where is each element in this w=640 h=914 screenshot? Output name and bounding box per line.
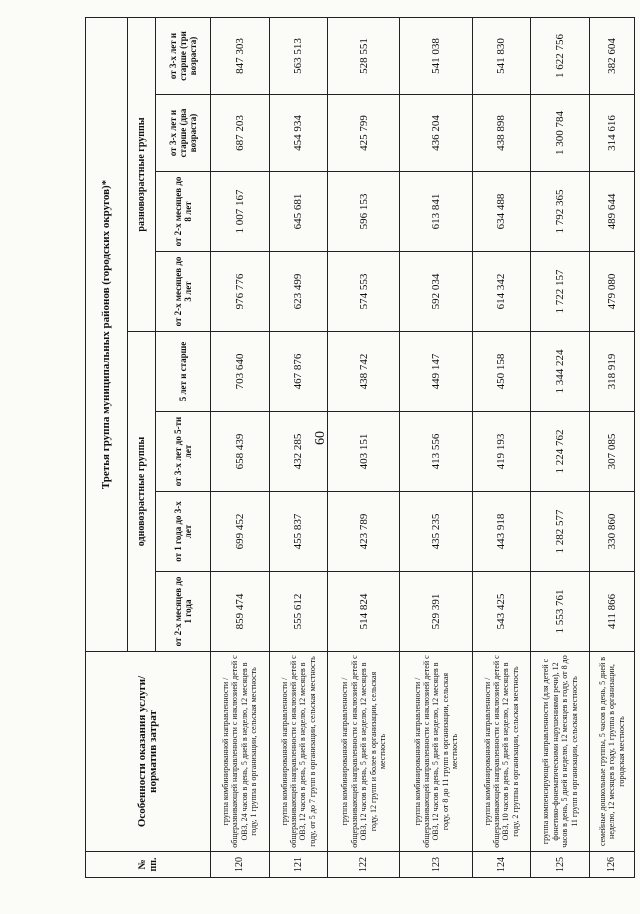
header-single-age: одновозрастные группы	[128, 332, 156, 652]
row-description: группа комбинированной направленности / общеразвивающей направленности с инклюзией детей с ОВЗ, 12 часов в день, 5 дней в неделю, 12 месяцев в году, 12 групп и более в организации, сельская местность	[328, 652, 400, 852]
cost-value: 467 876	[269, 332, 328, 412]
sub-header: 5 лет и старше	[156, 332, 211, 412]
cost-value: 623 499	[269, 252, 328, 332]
row-number: 124	[472, 852, 531, 878]
row-description: группа компенсирующей направленности (для детей с фонетико-фонематическими нарушениями речи), 12 часов в день, 5 дней в неделю, 12 месяцев в году, от 8 до 11 групп в организации, сельская местность	[531, 652, 590, 852]
page-number: 60	[313, 431, 328, 445]
cost-value: 1 344 224	[531, 332, 590, 412]
header-mixed-age: разновозрастные группы	[128, 17, 156, 331]
cost-value: 614 342	[472, 252, 531, 332]
row-description: группа комбинированной направленности / общеразвивающей направленности с инклюзией детей с ОВЗ, 12 часов в день, 5 дней в неделю, 12 месяцев в году, от 8 до 11 групп в организации, сельская местность	[400, 652, 472, 852]
sub-header: от 2-х месяцев до 3 лет	[156, 252, 211, 332]
cost-value: 1 300 784	[531, 95, 590, 172]
row-description: группа комбинированной направленности / общеразвивающей направленности с инклюзией детей с ОВЗ, 10 часов в день, 5 дней в неделю, 12 месяцев в году, 2 группы в организации, сельская местность	[472, 652, 531, 852]
cost-value: 645 681	[269, 172, 328, 252]
sub-header: от 3-х лет до 5-ти лет	[156, 412, 211, 492]
cost-value: 438 898	[472, 95, 531, 172]
table-row	[211, 17, 270, 877]
cost-value: 699 452	[211, 492, 270, 572]
cost-value: 592 034	[400, 252, 472, 332]
header-group-title: Третья группа муниципальных районов (городских округов)*	[86, 17, 128, 651]
sub-header: от 2-х месяцев до 1 года	[156, 572, 211, 652]
cost-value: 443 918	[472, 492, 531, 572]
header-no: № пп.	[86, 852, 211, 878]
cost-value: 1 224 762	[531, 412, 590, 492]
cost-value: 455 837	[269, 492, 328, 572]
sub-header: от 1 года до 3-х лет	[156, 492, 211, 572]
cost-value: 596 153	[328, 172, 400, 252]
cost-value: 1 622 756	[531, 17, 590, 94]
cost-value: 555 612	[269, 572, 328, 652]
cost-value: 450 158	[472, 332, 531, 412]
row-description: группа комбинированной направленности / общеразвивающей направленности с инклюзией детей с ОВЗ, 12 часов в день, 5 дней в неделю, 12 месяцев в году, от 5 до 7 групп в организации, сельская местность	[269, 652, 328, 852]
cost-value: 658 439	[211, 412, 270, 492]
cost-value: 1 792 365	[531, 172, 590, 252]
cost-value: 435 235	[400, 492, 472, 572]
cost-value: 859 474	[211, 572, 270, 652]
cost-value: 563 513	[269, 17, 328, 94]
cost-value: 479 080	[589, 252, 634, 332]
cost-value: 438 742	[328, 332, 400, 412]
header-description: Особенности оказания услуги/норматив затрат	[86, 652, 211, 852]
cost-value: 613 841	[400, 172, 472, 252]
row-number: 125	[531, 852, 590, 878]
cost-value: 436 204	[400, 95, 472, 172]
row-number: 121	[269, 852, 328, 878]
table-row	[269, 17, 328, 877]
cost-value: 847 303	[211, 17, 270, 94]
cost-value: 423 789	[328, 492, 400, 572]
cost-value: 454 934	[269, 95, 328, 172]
cost-value: 543 425	[472, 572, 531, 652]
row-number: 123	[400, 852, 472, 878]
cost-value: 413 556	[400, 412, 472, 492]
sub-header: от 3-х лет и старше (три возраста)	[156, 17, 211, 94]
cost-value: 687 203	[211, 95, 270, 172]
cost-value: 541 830	[472, 17, 531, 94]
table-row	[400, 17, 472, 877]
cost-value: 318 919	[589, 332, 634, 412]
cost-value: 403 151	[328, 412, 400, 492]
cost-value: 634 488	[472, 172, 531, 252]
table-row	[589, 17, 634, 877]
cost-norms-table	[85, 17, 635, 878]
cost-value: 703 640	[211, 332, 270, 412]
row-description: семейные дошкольные группы, 5 часов в день, 5 дней в неделю, 12 месяцев в году, 1 группа в организации, городская местность	[589, 652, 634, 852]
row-number: 126	[589, 852, 634, 878]
cost-value: 449 147	[400, 332, 472, 412]
cost-value: 489 644	[589, 172, 634, 252]
table-row	[531, 17, 590, 877]
sub-header: от 2-х месяцев до 8 лет	[156, 172, 211, 252]
cost-value: 1 722 157	[531, 252, 590, 332]
row-number: 120	[211, 852, 270, 878]
cost-value: 1 553 761	[531, 572, 590, 652]
table-row	[328, 17, 400, 877]
cost-value: 976 776	[211, 252, 270, 332]
rotated-table-wrapper	[85, 18, 635, 878]
cost-value: 314 616	[589, 95, 634, 172]
cost-value: 1 007 167	[211, 172, 270, 252]
cost-value: 432 285	[269, 412, 328, 492]
cost-value: 514 824	[328, 572, 400, 652]
cost-value: 425 799	[328, 95, 400, 172]
cost-value: 419 193	[472, 412, 531, 492]
cost-value: 330 860	[589, 492, 634, 572]
cost-value: 528 551	[328, 17, 400, 94]
cost-value: 1 282 577	[531, 492, 590, 572]
row-number: 122	[328, 852, 400, 878]
cost-value: 411 866	[589, 572, 634, 652]
cost-value: 529 391	[400, 572, 472, 652]
row-description: группа комбинированной направленности / общеразвивающей направленности с инклюзией детей с ОВЗ, 24 часов в день, 5 дней в неделю, 12 месяцев в году, 1 группа в организации, сельская местность	[211, 652, 270, 852]
cost-value: 541 038	[400, 17, 472, 94]
table-row	[472, 17, 531, 877]
cost-value: 307 085	[589, 412, 634, 492]
cost-value: 574 553	[328, 252, 400, 332]
sub-header: от 3-х лет и старше (два возраста)	[156, 95, 211, 172]
cost-value: 382 604	[589, 17, 634, 94]
